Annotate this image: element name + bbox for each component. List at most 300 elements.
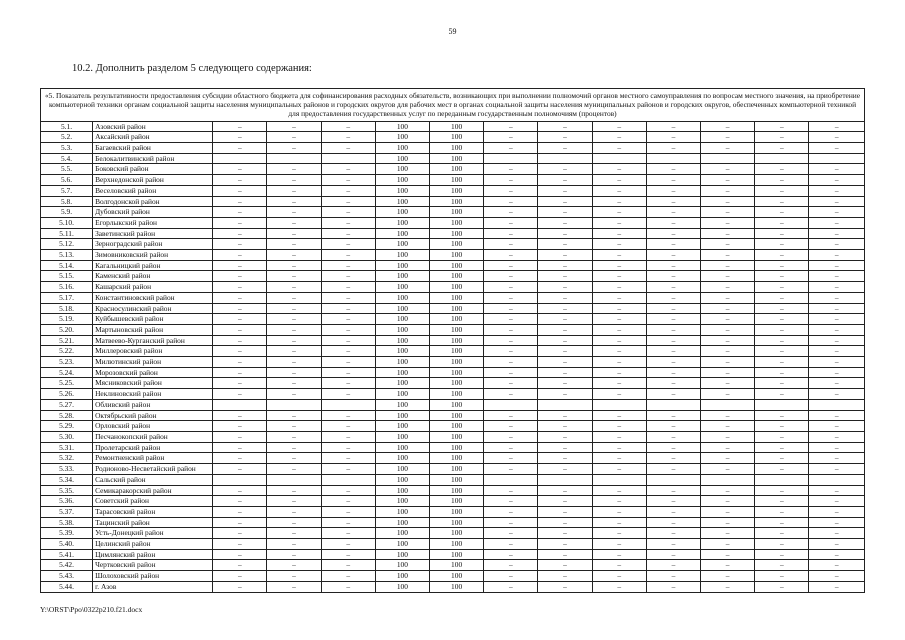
row-number: 5.2. [41,132,93,143]
value-cell: – [701,539,755,550]
table-row [41,432,865,443]
value-cell: – [484,175,538,186]
value-cell: – [592,282,646,293]
value-cell: 100 [430,271,484,282]
value-cell: – [267,292,321,303]
value-cell: – [809,549,865,560]
table-row [41,496,865,507]
value-cell: – [484,539,538,550]
value-cell: – [755,239,809,250]
table-row [41,581,865,592]
value-cell: – [484,346,538,357]
value-cell: – [701,292,755,303]
district-name: Ремонтненский район [93,453,213,464]
value-cell: – [484,378,538,389]
value-cell: – [213,143,267,154]
district-name: Мартыновский район [93,324,213,335]
value-cell: – [538,357,592,368]
value-cell: – [267,239,321,250]
row-number: 5.33. [41,464,93,475]
value-cell: – [755,485,809,496]
value-cell: – [646,185,700,196]
value-cell: – [267,453,321,464]
value-cell: – [701,346,755,357]
value-cell: – [809,175,865,186]
value-cell: 100 [430,506,484,517]
value-cell: 100 [430,560,484,571]
value-cell: – [213,389,267,400]
value-cell: 100 [430,292,484,303]
value-cell: – [213,164,267,175]
value-cell: – [267,164,321,175]
value-cell: – [755,378,809,389]
table-row [41,196,865,207]
value-cell: 100 [375,175,429,186]
value-cell: – [213,464,267,475]
value-cell: – [213,506,267,517]
value-cell [267,399,321,410]
value-cell: – [646,303,700,314]
value-cell: – [755,506,809,517]
value-cell: 100 [375,581,429,592]
value-cell: – [755,571,809,582]
value-cell: 100 [375,378,429,389]
value-cell: – [592,132,646,143]
value-cell: 100 [375,292,429,303]
value-cell: – [484,260,538,271]
value-cell: – [755,282,809,293]
value-cell: – [701,389,755,400]
table-row [41,132,865,143]
value-cell: – [267,539,321,550]
value-cell: – [646,389,700,400]
value-cell: 100 [430,217,484,228]
value-cell: 100 [430,175,484,186]
row-number: 5.36. [41,496,93,507]
table-row [41,250,865,261]
value-cell: – [213,453,267,464]
table-row [41,271,865,282]
district-name: Орловский район [93,421,213,432]
value-cell: – [321,581,375,592]
value-cell: 100 [375,474,429,485]
table-row [41,410,865,421]
value-cell: – [592,217,646,228]
value-cell: – [755,143,809,154]
value-cell: – [538,571,592,582]
value-cell: 100 [375,453,429,464]
value-cell: – [321,442,375,453]
value-cell: 100 [430,453,484,464]
value-cell: – [701,560,755,571]
section-heading: 10.2. Дополнить разделом 5 следующего содержания: [72,63,312,74]
value-cell: – [809,185,865,196]
value-cell: – [321,303,375,314]
value-cell: – [484,571,538,582]
value-cell: – [592,421,646,432]
row-number: 5.18. [41,303,93,314]
value-cell: – [213,228,267,239]
row-number: 5.19. [41,314,93,325]
table-row [41,185,865,196]
value-cell: – [484,132,538,143]
value-cell: – [213,357,267,368]
value-cell: – [646,517,700,528]
value-cell: – [538,292,592,303]
value-cell: – [213,314,267,325]
value-cell: – [267,282,321,293]
value-cell: 100 [430,378,484,389]
district-name: Волгодонской район [93,196,213,207]
value-cell: 100 [430,207,484,218]
value-cell: – [646,239,700,250]
value-cell: – [538,346,592,357]
value-cell: – [267,132,321,143]
value-cell: – [267,175,321,186]
value-cell: – [646,143,700,154]
value-cell: – [646,549,700,560]
value-cell: – [701,239,755,250]
value-cell: – [213,175,267,186]
row-number: 5.9. [41,207,93,218]
value-cell: – [213,485,267,496]
value-cell: – [592,324,646,335]
value-cell: – [484,496,538,507]
row-number: 5.26. [41,389,93,400]
value-cell: – [484,560,538,571]
value-cell: – [213,442,267,453]
value-cell: – [646,367,700,378]
value-cell: – [646,421,700,432]
table-row [41,314,865,325]
value-cell: – [267,464,321,475]
value-cell: – [809,143,865,154]
value-cell: 100 [375,207,429,218]
value-cell: – [592,528,646,539]
row-number: 5.37. [41,506,93,517]
district-name: Аксайский район [93,132,213,143]
value-cell: – [213,367,267,378]
value-cell: – [267,549,321,560]
value-cell: – [646,271,700,282]
value-cell: – [213,207,267,218]
value-cell: – [321,485,375,496]
value-cell: – [538,121,592,132]
value-cell: – [701,528,755,539]
value-cell: – [538,496,592,507]
value-cell: – [646,346,700,357]
value-cell: 100 [375,303,429,314]
value-cell: – [538,581,592,592]
value-cell: 100 [375,506,429,517]
district-name: Тарасовский район [93,506,213,517]
table-row [41,207,865,218]
value-cell: – [538,324,592,335]
district-name: Целинский район [93,539,213,550]
row-number: 5.8. [41,196,93,207]
value-cell [484,153,538,164]
value-cell: – [321,367,375,378]
value-cell: – [484,517,538,528]
value-cell: – [809,228,865,239]
district-name: Заветинский район [93,228,213,239]
value-cell: – [267,442,321,453]
value-cell: – [646,506,700,517]
value-cell: – [538,517,592,528]
value-cell: – [755,217,809,228]
value-cell: – [538,389,592,400]
value-cell: – [755,560,809,571]
value-cell: – [213,421,267,432]
value-cell [321,474,375,485]
value-cell: – [484,164,538,175]
value-cell: – [646,228,700,239]
value-cell: – [484,389,538,400]
value-cell: 100 [375,367,429,378]
value-cell: – [321,132,375,143]
value-cell: 100 [430,571,484,582]
value-cell: – [321,464,375,475]
value-cell: 100 [430,143,484,154]
value-cell: – [267,485,321,496]
value-cell: – [701,581,755,592]
value-cell: – [701,207,755,218]
value-cell: – [484,292,538,303]
value-cell: – [321,121,375,132]
value-cell: – [538,314,592,325]
value-cell: – [701,517,755,528]
row-number: 5.28. [41,410,93,421]
row-number: 5.1. [41,121,93,132]
value-cell: 100 [375,485,429,496]
value-cell: 100 [430,260,484,271]
value-cell: – [538,442,592,453]
value-cell [592,153,646,164]
value-cell: – [809,260,865,271]
value-cell: – [755,453,809,464]
value-cell: – [267,217,321,228]
value-cell [267,474,321,485]
value-cell: 100 [430,185,484,196]
value-cell: – [538,143,592,154]
value-cell: – [592,496,646,507]
value-cell: – [321,260,375,271]
value-cell: – [809,581,865,592]
value-cell: – [267,367,321,378]
value-cell [538,153,592,164]
value-cell [538,399,592,410]
district-name: Боковский район [93,164,213,175]
value-cell: – [809,378,865,389]
row-number: 5.43. [41,571,93,582]
value-cell: – [213,239,267,250]
value-cell: 100 [430,239,484,250]
value-cell: 100 [430,389,484,400]
value-cell: – [267,432,321,443]
row-number: 5.7. [41,185,93,196]
value-cell: – [809,560,865,571]
value-cell: – [484,239,538,250]
value-cell: – [538,175,592,186]
value-cell: – [755,175,809,186]
value-cell: – [592,442,646,453]
value-cell: – [646,196,700,207]
district-name: Советский район [93,496,213,507]
district-name: Пролетарский район [93,442,213,453]
table-row [41,528,865,539]
value-cell: – [213,528,267,539]
district-name: Шолоховский район [93,571,213,582]
value-cell: – [484,282,538,293]
value-cell: – [809,164,865,175]
value-cell: – [646,314,700,325]
value-cell: – [538,196,592,207]
value-cell: – [538,485,592,496]
district-name: Усть-Донецкий район [93,528,213,539]
row-number: 5.44. [41,581,93,592]
value-cell: – [267,528,321,539]
value-cell: – [592,485,646,496]
value-cell: 100 [430,196,484,207]
value-cell: – [267,185,321,196]
value-cell: – [267,250,321,261]
table-row [41,389,865,400]
value-cell [592,474,646,485]
value-cell: – [755,271,809,282]
value-cell: – [646,485,700,496]
value-cell: – [321,143,375,154]
value-cell: – [321,185,375,196]
value-cell: – [213,549,267,560]
value-cell: – [701,164,755,175]
value-cell: – [755,196,809,207]
value-cell: – [755,539,809,550]
district-name: Багаевский район [93,143,213,154]
value-cell: 100 [375,528,429,539]
value-cell: – [213,250,267,261]
district-name: Чертковский район [93,560,213,571]
value-cell: – [213,217,267,228]
row-number: 5.27. [41,399,93,410]
value-cell: 100 [430,303,484,314]
table-intro-row [41,89,865,122]
value-cell: – [213,496,267,507]
value-cell: 100 [375,335,429,346]
value-cell: – [213,410,267,421]
value-cell: – [592,549,646,560]
value-cell: – [646,207,700,218]
value-cell: 100 [430,474,484,485]
value-cell: – [321,549,375,560]
value-cell: – [701,442,755,453]
value-cell: – [267,357,321,368]
value-cell: 100 [375,282,429,293]
value-cell: – [592,121,646,132]
row-number: 5.35. [41,485,93,496]
value-cell: – [484,196,538,207]
value-cell: – [809,239,865,250]
value-cell: 100 [430,282,484,293]
value-cell: – [701,260,755,271]
table-row [41,539,865,550]
row-number: 5.30. [41,432,93,443]
value-cell: – [809,539,865,550]
value-cell: – [646,571,700,582]
row-number: 5.25. [41,378,93,389]
value-cell: – [538,560,592,571]
value-cell: 100 [375,271,429,282]
value-cell: – [755,260,809,271]
value-cell: – [213,581,267,592]
value-cell: 100 [430,539,484,550]
value-cell: – [701,432,755,443]
value-cell: 100 [375,496,429,507]
value-cell: – [755,346,809,357]
value-cell: – [321,517,375,528]
value-cell: 100 [375,539,429,550]
district-name: Песчанокопский район [93,432,213,443]
value-cell: – [538,528,592,539]
row-number: 5.12. [41,239,93,250]
district-name: Миллеровский район [93,346,213,357]
value-cell: – [646,528,700,539]
value-cell: 100 [375,432,429,443]
value-cell: – [701,250,755,261]
value-cell: – [538,453,592,464]
value-cell: – [755,432,809,443]
value-cell: – [267,228,321,239]
row-number: 5.42. [41,560,93,571]
value-cell: 100 [375,217,429,228]
value-cell: – [267,506,321,517]
value-cell: – [646,335,700,346]
value-cell: – [755,464,809,475]
value-cell: – [538,282,592,293]
value-cell: 100 [375,560,429,571]
district-name: Белокалитвинский район [93,153,213,164]
value-cell: – [321,175,375,186]
row-number: 5.17. [41,292,93,303]
value-cell: – [267,335,321,346]
value-cell: – [701,228,755,239]
value-cell: 100 [375,464,429,475]
table-row [41,282,865,293]
value-cell: 100 [375,228,429,239]
value-cell: – [755,250,809,261]
district-name: Азовский район [93,121,213,132]
district-name: Морозовский район [93,367,213,378]
value-cell: – [321,282,375,293]
value-cell: – [592,185,646,196]
table-row [41,292,865,303]
value-cell: – [755,228,809,239]
value-cell [646,474,700,485]
value-cell: – [592,175,646,186]
value-cell [809,474,865,485]
value-cell: – [809,421,865,432]
value-cell: – [701,314,755,325]
value-cell [701,153,755,164]
value-cell: – [213,571,267,582]
value-cell: – [809,282,865,293]
table-row [41,153,865,164]
value-cell: – [538,132,592,143]
value-cell: 100 [430,132,484,143]
value-cell: – [484,442,538,453]
table-intro-text: «5. Показатель результативности предоставления субсидии областного бюджета для софинансирования расходных обязательств, возникающих при выполнении полномочий органов местного самоуправления по вопросам местного значения, на приобретение компьютерной техники органам социальной защиты населения муниципальных районов и городских округов для рабочих мест в органах социальной защиты населения муниципальных районов и городских округов, обеспеченных компьютерной техникой для предоставления государственных услуг по переданным государственным полномочиям (процентов) [41,89,865,122]
value-cell [592,399,646,410]
value-cell: – [538,378,592,389]
